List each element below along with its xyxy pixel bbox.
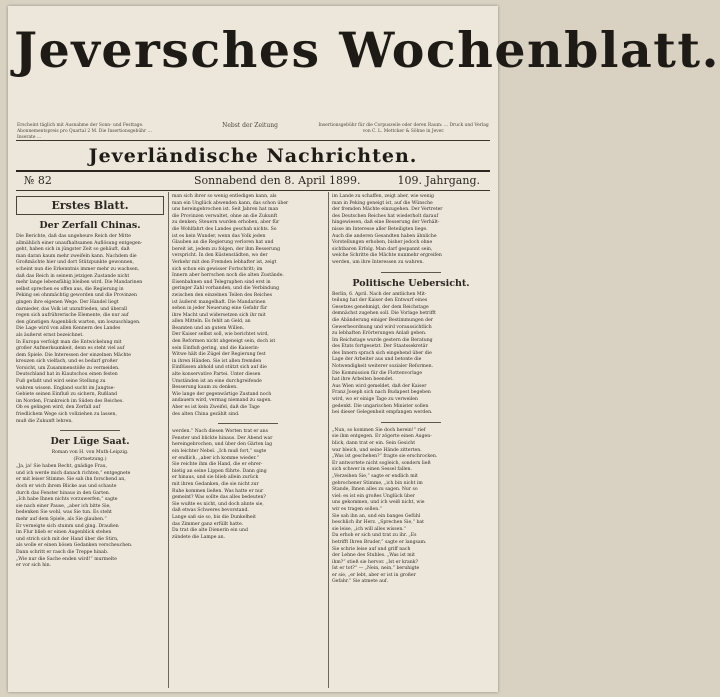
text-line: bei dieser Gelegenheit empfangen werden. [332,410,433,416]
text-line: Fenster und blickte hinaus. Der Abend war [172,435,273,441]
text-line: als wolle er einen bösen Gedanken verscheuchen. [16,543,133,549]
article-separator [381,272,441,273]
text-line: sein Einfluß gering, und die Kaiserin- [172,345,260,351]
text-line: sie ihm entgegen. Er zögerte einen Augen- [332,434,432,440]
text-line: man sich ihrer so wenig entledigen kann, als [172,194,277,199]
text-line: sie nach einer Pause, „aber ich bitte Sie, [16,503,111,509]
newspaper-page [8,6,720,692]
text-line: werden, um ihre Interessen zu wahren. [332,259,424,265]
text-line: Eisenbahnen und Telegraphen sind erst in [172,279,271,285]
column-divider [328,192,329,688]
dateline-bottom-rule [16,190,490,191]
text-line: bereit ist, jedem zu folgen, der ihm Besserung [172,246,281,252]
text-line: Wie lange der gegenwärtige Zustand noch [172,391,272,397]
text-line: mehr auf dem Spiele, als Sie glauben.“ [16,516,107,522]
masthead-rule [16,140,490,141]
text-line: er sie, „er lebt, aber er ist in großer [332,572,416,578]
text-line: Gefahr.“ Sie atmete auf. [332,579,388,585]
text-line: Vorsicht, um Zusammenstöße zu vermeiden. [16,365,120,371]
text-line: ist es kein Wunder, wenn das Volk jeden [172,233,266,239]
text-line: zwischen den einzelnen Teilen des Reiches [172,292,273,298]
column-1 [16,194,164,688]
text-line: in ihren Händen. Sie ist allen fremden [172,358,262,364]
text-line: des alten China gezählt sind. [172,411,240,417]
text-line: Sie wußte es nicht, und doch ahnte sie, [172,501,264,507]
text-line: gebrochener Stimme, „ich bin nicht im [332,480,423,486]
text-line: und ich werde mich danach richten,“ entgegnete [16,470,131,476]
text-line: den Reformen nicht abgeneigt sein, doch ist [172,339,276,345]
masthead-title: Jeversches Wochenblatt. [14,21,720,79]
politics-title: Politische Uebersicht. [352,277,470,289]
text-line: bedenken Sie wohl, was Sie tun. Es steht [16,510,112,516]
text-line: „Verzeihen Sie,“ sagte er endlich mit [332,473,418,479]
text-line: „Nun, so kommen Sie doch herein!“ rief [332,427,426,433]
text-line: Gesetzes genehmigt, der dem Reichstage [332,304,429,310]
text-line: Da trat die alte Dienerin ein und [172,528,248,534]
text-line: geht, haben sich in jüngster Zeit so gehäuft, daß [16,247,130,253]
text-line: darnieder, das Volk ist unzufrieden, und überall [16,306,128,312]
text-line: zu lebhaften Erörterungen Anlaß geben. [332,331,427,337]
text-line: Da erhob er sich und trat zu ihr. „Es [332,533,417,539]
text-line: Die Berichte, daß das ungeheure Reich der Mitte [16,234,131,239]
article-title: Der Zerfall Chinas. [39,220,141,231]
text-line: Dann schritt er rasch die Treppe hinab. [16,549,109,555]
text-line: Ruhe kommen ließen. Was hatte er nur [172,488,264,494]
text-line: daß das Reich in seinem jetzigen Zustande nicht [16,273,130,279]
text-line: man in Peking geneigt ist, auf die Wünsche [332,200,433,206]
dateline [16,172,490,190]
text-line: gedenkt. Die ungarischen Minister sollen [332,403,429,409]
text-line: und strich sich mit der Hand über die Stirn, [16,536,119,542]
text-line: Die Kommission für die Flottenvorlage [332,370,423,376]
text-line: zündete die Lampe an. [172,534,226,540]
text-line: nisse im Interesse aller Beteiligten liege. [332,226,428,232]
text-line: im Flur blieb er einen Augenblick stehen [16,530,112,536]
text-line: regen sich aufrührerische Elemente, die nur auf [16,313,129,319]
story-title: Der Lüge Saat. [50,436,130,448]
text-line: ist äußerst mangelhaft. Die Mandarinen [172,299,266,305]
text-line: viel: es ist ein großes Unglück über [332,493,415,499]
story-byline: Roman von H. von Muth-Leipzig. [51,450,129,456]
story-body [16,464,164,570]
text-line: Großmächte hier und dort Stützpunkte gewonnen, [16,260,134,266]
text-line: im Lande zu schaffen, zeigt aber, wie wenig [332,194,434,199]
text-line: muß die Zukunft lehren. [16,418,73,424]
text-line: ihm?“ stieß sie hervor. „Ist er krank? [332,559,418,565]
issue-number: № 82 [24,174,52,187]
text-line: Peking sei ohnmächtig geworden und die Provinzen [16,293,137,299]
text-line: Innern aber herrschen noch die alten Zustände. [172,273,284,279]
text-line: Der Kaiser selbst soll, wie berichtet wird, [172,332,269,338]
article-separator [60,430,120,431]
text-line: Lange saß sie so, bis die Dunkelheit [172,514,256,520]
text-line: Stande, Ihnen alles zu sagen. Nur so [332,487,418,493]
text-line: sie leise, „ich will alles wissen.“ [332,526,407,532]
text-line: doch er wich ihrem Blicke aus und schaute [16,484,117,489]
text-line: Sie reichte ihm die Hand, die er ehrer- [172,462,263,468]
text-line: wir es tragen sollen.“ [332,506,382,512]
text-line: er vor sich hin. [16,563,52,569]
text-line: „Ja, ja! Sie haben Recht, gnädige Frau, [16,464,108,470]
text-line: friedlichem Wege sich vollziehen zu lassen, [16,412,117,418]
text-line: Er antwortete nicht sogleich, sondern ließ [332,460,431,466]
text-line: Beamten und an gutem Willen. [172,325,245,331]
text-line: die Abänderung einiger Bestimmungen der [332,317,433,323]
text-line: alte konservative Partei. Unter diesen [172,372,261,378]
text-line: den günstigen Augenblick warten, um loszuschlagen. [16,319,141,325]
volume-number: 109. Jahrgang. [397,174,480,187]
text-line: geringer Zahl vorhanden, und die Verbindung [172,286,280,292]
article-separator [218,423,278,424]
story-body-continued [172,429,324,541]
text-line: sich schwer in einen Sessel fallen. [332,467,412,473]
text-line: zu denken; Steuern wurden erhoben, aber für [172,220,280,226]
text-line: Glauben an die Regierung verloren hat und [172,240,274,246]
column-divider [168,192,169,688]
text-line: hingewiesen, daß eine Besserung der Verhält- [332,220,440,226]
text-line: uns gekommen, und ich weiß nicht, wie [332,500,425,506]
text-line: andauern wird, vermag niemand zu sagen. [172,398,272,404]
text-line: er hinaus, und sie blieb allein zurück [172,475,259,481]
text-line: der fremden Mächte einzugehen. Der Vertreter [332,207,443,213]
text-line: sichtbaren Erfolg. Man darf gespannt sein, [332,246,433,252]
text-line: sehen in jeder Neuerung eine Gefahr für [172,306,268,312]
text-line: Franz Joseph sich nach Budapest begeben [332,390,431,396]
text-line: war bleich, und seine Hände zitterten. [332,447,422,453]
story-body-continued [332,428,490,586]
column-2 [172,194,324,688]
issue-date: Sonnabend den 8. April 1899. [194,174,361,187]
text-line: scheint nun die Erkenntnis immer mehr zu wachsen, [16,266,140,272]
text-line: Verkehr mit den Fremden lebhafter ist, zeigt [172,259,277,265]
masthead-info-left: Erscheint täglich mit Ausnahme der Sonn- und Festtage. Abonnementspreis pro Quartal 2 M. Die Insertionsgebühr … Inserate … [17,123,152,140]
text-line: Lage der Arbeiter aus und betonte die [332,357,422,363]
text-line: teilung hat der Kaiser den Entwurf eines [332,298,428,304]
text-line: hereingebrochen, und über den Gärten lag [172,442,273,448]
text-line: Auch die anderen Gesandten haben ähnliche [332,233,437,239]
text-line: demnächst zugehen soll. Die Vorlage betrifft [332,311,436,317]
text-line: „Ich habe Ihnen nichts vorzuwerfen,“ sagte [16,497,118,503]
text-line: selbst sprechen es offen aus, die Regierung in [16,286,124,292]
text-line: man daran kaum mehr zweifeln kann. Nachdem die [16,253,137,259]
text-line: daß etwas Schweres bevorstand. [172,508,249,514]
text-line: ihre Macht und widersetzen sich ihr mit [172,312,266,318]
text-line: Ist er tot?“ — „Nein, nein,“ beruhigte [332,566,420,572]
text-line: werden.“ Nach diesen Worten trat er ans [172,429,268,435]
text-line: Gebiete seinen Einfluß zu sichern, Rußland [16,392,118,398]
text-line: großer Aufmerksamkeit, denn es steht viel auf [16,346,125,352]
text-line: allen Mitteln. Es fehlt an Geld, an [172,319,251,325]
text-line: welche Schritte die Mächte nunmehr ergreifen [332,253,442,259]
text-line: verspricht. In den Küstenstädten, wo der [172,253,268,259]
text-line: durch das Fenster hinaus in den Garten. [16,490,111,496]
text-line: Einflüssen abhold und stützt sich auf die [172,365,267,371]
text-line: ein leichter Nebel. „Ich muß fort,“ sagte [172,448,267,454]
masthead-info-right: Insertionsgebühr für die Corpuszeile oder deren Raum: … Druck und Verlag von C. L. Mettcker & Söhne in Jever. [318,123,489,134]
text-line: Umständen ist an eine durchgreifende [172,378,262,384]
text-line: er endlich, „aber ich komme wieder.“ [172,455,259,461]
text-line: betrifft Ihren Bruder,“ sagte er langsam. [332,539,427,545]
story-continuation: (Fortsetzung.) [73,457,107,463]
text-line: hat ihre Arbeiten beendet. [332,377,394,383]
text-line: mit ihren Gedanken, die sie nicht zur [172,481,259,487]
text-line: die Wohlfahrt des Landes geschah nichts. So [172,226,277,232]
text-line: das Zimmer ganz erfüllt hatte. [172,521,244,527]
text-line: allmählich einer unaufhaltsamen Auflösung entgegen- [16,240,143,246]
text-line: gemeint? Was sollte das alles bedeuten? [172,495,266,501]
text-line: „Was ist geschehen?“ fragte sie erschrocken. [332,454,438,460]
text-line: Aus Wien wird gemeldet, daß der Kaiser [332,383,427,389]
text-line: gingen ihre eigenen Wege. Der Handel liegt [16,299,119,305]
column-3 [332,194,490,688]
text-line: mehr lange lebensfähig bleiben wird. Die Mandarinen [16,280,143,286]
text-line: wird, wo er einige Tage zu verweilen [332,397,418,403]
text-line: Vorstellungen erhoben, bisher jedoch ohne [332,240,433,246]
text-line: Aber es ist kein Zweifel, daß die Tage [172,405,260,410]
text-line: Besserung kaum zu denken. [172,385,238,391]
text-line: Sie schrie leise auf und griff nach [332,546,411,552]
text-line: der Lehne des Stuhles. „Was ist mit [332,553,415,559]
subhead-title: Jeverländische Nachrichten. [88,145,418,167]
masthead-info-middle: Nebst der Zeitung [222,122,278,129]
text-line: Er verneigte sich stumm und ging. Draußen [16,523,119,529]
text-line: des Deutschen Reiches hat wiederholt darauf [332,213,439,219]
text-line: man ein Unglück abwenden kann, das schon über [172,200,289,206]
text-line: Gewerbeordnung und wird voraussichtlich [332,324,432,330]
text-line: Witwe hält die Zügel der Regierung fest [172,352,266,358]
text-line: dem Spiele. Die Interessen der einzelnen Mächte [16,352,131,358]
text-line: Sie sah ihn an, und ein banges Gefühl [332,513,421,519]
text-line: uns hereingebrochen ist. Seit Jahren hat man [172,207,279,213]
article-body [16,234,164,425]
text-line: blick, dann trat er ein. Sein Gesicht [332,441,416,446]
text-line: „Wie nur die Sache enden wird!“ murmelte [16,556,117,562]
article-body-continued [172,194,324,418]
article-body-continued [332,194,490,267]
text-line: er mit leiser Stimme. Sie sah ihn forschend an, [16,477,126,483]
text-line: Ob es gelingen wird, den Zerfall auf [16,405,101,411]
text-line: In Europa verfolgt man die Entwickelung mit [16,339,122,345]
text-line: Berlin, 6. April. Nach der amtlichen Mit- [332,291,427,297]
text-line: die Provinzen verwaltet, ohne an die Zukunft [172,213,278,219]
text-line: kreuzen sich vielfach, und es bedarf großer [16,359,118,365]
text-line: bietig an seine Lippen führte. Dann ging [172,468,267,474]
text-line: wahren wissen. England sucht im Jangtse- [16,385,115,391]
politics-body [332,292,490,417]
section-title: Erstes Blatt. [16,196,164,215]
text-line: als äußerst ernst bezeichnet. [16,332,84,338]
text-line: des Innern sprach sich eingehend über die [332,350,432,356]
text-line: sich schon ein gewisser Fortschritt; im [172,266,263,272]
text-line: Deutschland hat in Kiautschou einen festen [16,372,118,378]
text-line: im Norden, Frankreich im Süden des Reiches. [16,398,124,404]
text-line: Notwendigkeit weiterer sozialer Reformen. [332,364,434,370]
text-line: beschlich ihr Herz. „Sprechen Sie,“ bat [332,520,425,526]
text-line: Fuß gefaßt und wird seine Stellung zu [16,379,106,385]
article-separator [381,422,441,423]
text-line: des Etats fortgesetzt. Der Staatssekretär [332,344,428,350]
text-line: Im Reichstage wurde gestern die Beratung [332,337,433,343]
text-line: Die Lage wird von allen Kennern des Landes [16,326,121,332]
